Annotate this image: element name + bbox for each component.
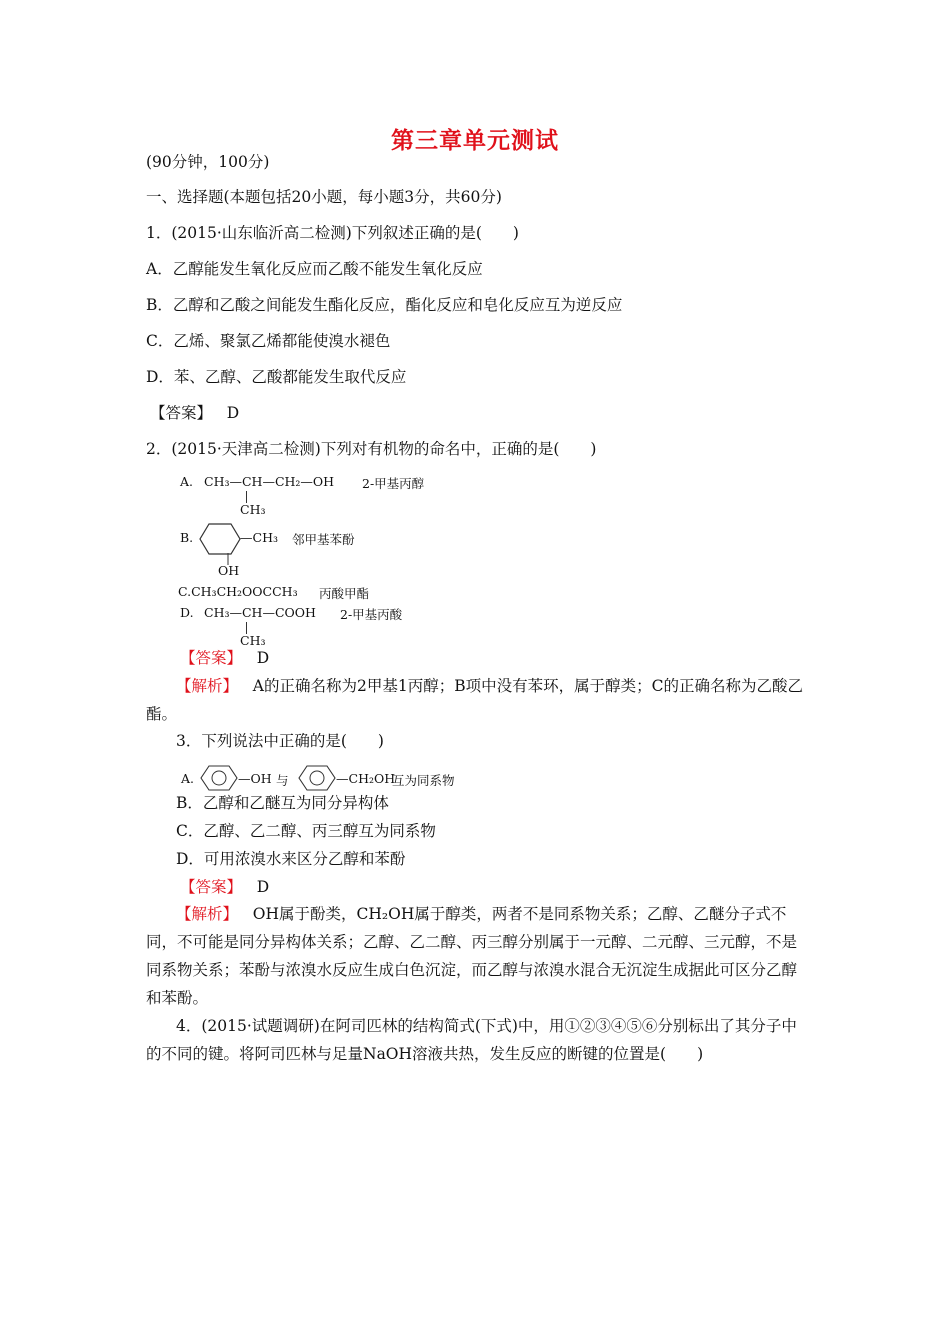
section-heading: 一、选择题(本题包括20小题，每小题3分，共60分) [146,188,502,206]
answer-value: D [256,649,270,667]
q3-option-a-ch2oh: —CH₂OH [336,771,396,786]
q2-option-b-label: B. [180,530,194,545]
q1-stem: 1．(2015·山东临沂高二检测)下列叙述正确的是( ) [146,224,519,242]
q2-analysis [146,672,806,728]
q2-stem: 2．(2015·天津高二检测)下列对有机物的命名中，正确的是( ) [146,440,597,458]
q3-option-c: C．乙醇、乙二醇、丙三醇互为同系物 [176,822,436,840]
q2-option-d-formula: CH₃—CH—COOH [204,605,316,620]
q2-option-c-name: 丙酸甲酯 [319,586,370,601]
q2-option-d-label: D. [180,605,194,620]
q3-option-a-oh: —OH [238,771,272,786]
q1-option-b: B．乙醇和乙酸之间能发生酯化反应，酯化反应和皂化反应互为逆反应 [146,296,623,314]
q3-option-b: B．乙醇和乙醚互为同分异构体 [176,794,389,812]
benzene-ring-icon [298,765,336,791]
q1-option-c: C．乙烯、聚氯乙烯都能使溴水褪色 [146,332,391,350]
q1-answer [150,403,239,423]
q3-analysis [146,900,806,1012]
q2-option-d-branch: CH₃ [240,633,266,648]
analysis-text: A的正确名称为2甲基1丙醇；B项中没有苯环，属于醇类；C的正确名称为乙酸乙酯。 [146,677,803,723]
q2-option-d-name: 2-甲基丙酸 [340,607,403,622]
q2-option-a-label: A. [180,474,194,489]
cyclohexane-ring-icon [198,522,242,558]
q3-option-a-with: 与 [276,773,289,788]
q3-stem: 3．下列说法中正确的是( ) [176,732,384,750]
q2-option-a-name: 2-甲基丙醇 [362,476,425,491]
exam-meta: (90分钟，100分) [146,153,270,171]
q3-option-d: D．可用浓溴水来区分乙醇和苯酚 [176,850,406,868]
q3-option-a-rest: 互为同系物 [392,773,455,788]
q2-option-b-name: 邻甲基苯酚 [292,532,355,547]
answer-value: D [226,404,240,422]
q2-option-a-formula: CH₃—CH—CH₂—OH [204,474,335,489]
q1-option-a: A．乙醇能发生氧化反应而乙酸不能发生氧化反应 [146,260,483,278]
q2-option-c-formula: C.CH₃CH₂OOCCH₃ [178,584,298,599]
answer-tag: 【答案】 [180,649,243,667]
page-title: 第三章单元测试 [391,127,559,154]
q2-option-b-substituent: —CH₃ [240,530,278,545]
analysis-tag: 【解析】 [176,677,239,695]
q2-option-b-oh: OH [218,563,240,578]
answer-tag: 【答案】 [150,404,213,422]
analysis-text: OH属于酚类，CH₂OH属于醇类，两者不是同系物关系；乙醇、乙醚分子式不同，不可能是同分异构体关系；乙醇、乙二醇、丙三醇分别属于一元醇、二元醇、三元醇，不是同系物关系；苯酚与浓溴水反应生成白色沉淀，而乙醇与浓溴水混合无沉淀生成据此可区分乙醇和苯酚。 [146,905,798,1007]
answer-value: D [256,878,270,896]
q3-answer [180,877,269,897]
answer-tag: 【答案】 [180,878,243,896]
q4-stem: 4．(2015·试题调研)在阿司匹林的结构简式(下式)中，用①②③④⑤⑥分别标出了其分子中的不同的键。将阿司匹林与足量NaOH溶液共热，发生反应的断键的位置是( ) [146,1017,797,1063]
q1-option-d: D．苯、乙醇、乙酸都能发生取代反应 [146,368,407,386]
benzene-ring-icon [200,765,238,791]
q2-answer [180,648,269,668]
analysis-tag: 【解析】 [176,905,239,923]
q3-option-a-label: A. [181,771,195,786]
q2-option-a-branch: CH₃ [240,502,266,517]
